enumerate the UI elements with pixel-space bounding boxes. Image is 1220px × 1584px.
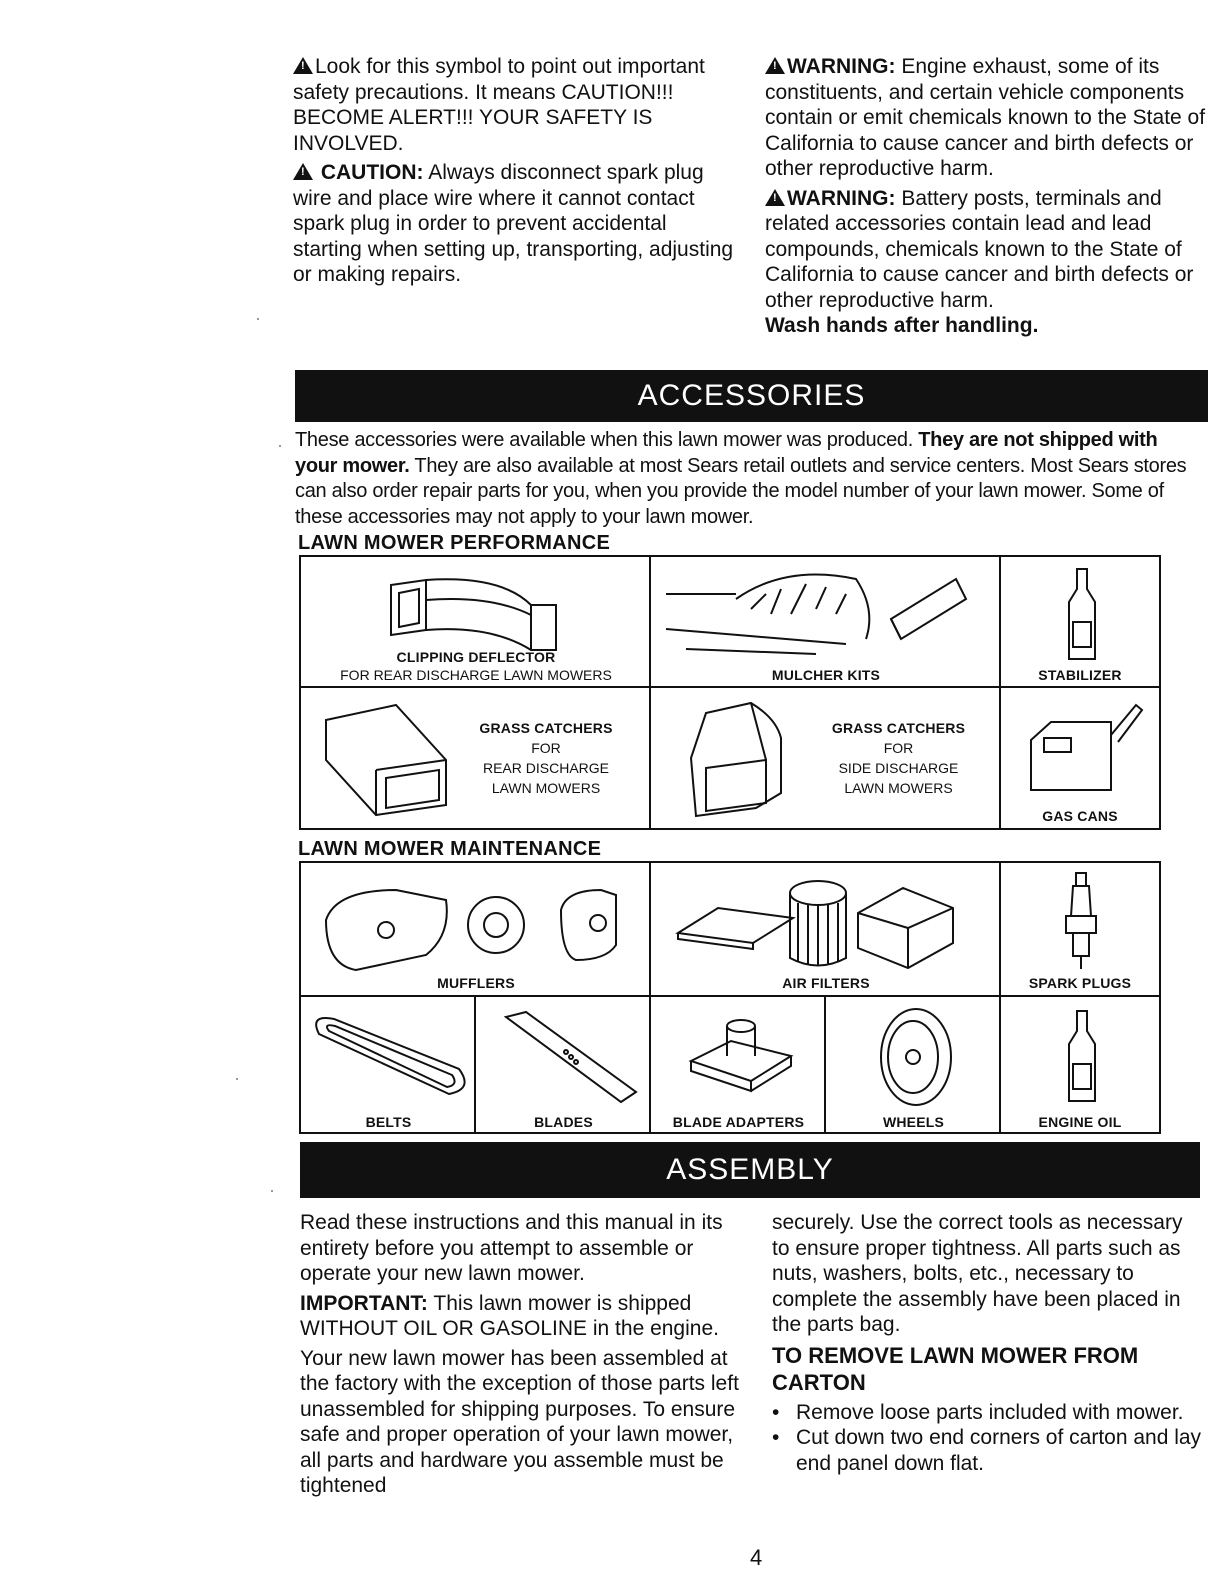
engine-oil-label: ENGINE OIL: [1038, 1114, 1122, 1130]
air-filters-illustration: [673, 873, 973, 973]
accessories-heading: ACCESSORIES: [295, 370, 1208, 422]
spark-plugs-label: SPARK PLUGS: [1028, 975, 1132, 991]
blade-adapter-illustration: [686, 1011, 796, 1106]
wheels-label: WHEELS: [882, 1114, 945, 1130]
scan-speck: [279, 445, 281, 447]
cell-mufflers: [301, 863, 651, 997]
remove-from-carton-heading: TO REMOVE LAWN MOWER FROM CARTON: [772, 1342, 1139, 1395]
spark-plug-illustration: [1061, 871, 1101, 971]
assembly-intro-paragraph: Read these instructions and this manual in its entirety before you attempt to assemble or operate your new lawn mower.: [300, 1211, 723, 1285]
gas-can-illustration: [1026, 700, 1146, 795]
cell-engine-oil: [1001, 997, 1159, 1132]
warning-triangle-icon: [765, 189, 785, 206]
stabilizer-bottle-illustration: [1065, 567, 1099, 662]
cell-mulcher-kits: [651, 557, 1001, 688]
scan-speck: [257, 318, 259, 320]
warning-exhaust-paragraph: !WARNING: Engine exhaust, some of its constituents, and certain vehicle components contain or emit chemicals known to the State of California to cause cancer and birth defects or other reproductive harm.: [765, 54, 1210, 182]
tighten-paragraph: securely. Use the correct tools as necessary to ensure proper tightness. All parts such as nuts, washers, bolts, etc., necessary to complete the assembly have been placed in the parts bag.: [772, 1211, 1183, 1336]
assembly-heading: ASSEMBLY: [300, 1142, 1200, 1198]
belt-illustration: [309, 1009, 469, 1104]
cell-wheels: [826, 997, 1001, 1132]
maintenance-grid: [299, 861, 1161, 1134]
cell-air-filters: [651, 863, 1001, 997]
cell-blades: [476, 997, 651, 1132]
grass-catchers-rear-type: REAR DISCHARGE: [482, 760, 610, 776]
assembly-left-column: [300, 1210, 750, 1503]
rear-grass-catcher-illustration: [321, 700, 471, 818]
mufflers-label: MUFFLERS: [437, 975, 515, 991]
safety-right-column: [765, 54, 1210, 343]
safety-left-column: [293, 54, 738, 292]
cell-gas-cans: [1001, 688, 1159, 828]
scan-speck: [236, 1078, 238, 1080]
air-filters-label: AIR FILTERS: [782, 975, 870, 991]
warning-label: WARNING:: [787, 55, 896, 78]
assembly-right-column: [772, 1210, 1202, 1476]
blades-label: BLADES: [534, 1114, 593, 1130]
clipping-deflector-label: CLIPPING DEFLECTOR: [396, 649, 556, 665]
accessories-intro: These accessories were available when this lawn mower was produced. They are not shipped with your mower. They are also available at most Sears retail outlets and service centers. Most Sears stores can also order repair parts for you, when you provide the model number of your lawn mower. Some of these accessories may not apply to your lawn mower.: [295, 429, 1187, 528]
wheel-illustration: [871, 1005, 961, 1110]
scan-speck: [271, 1190, 273, 1192]
warning-triangle-icon: [293, 57, 313, 74]
maintenance-section-label: LAWN MOWER MAINTENANCE: [298, 838, 602, 860]
page-number: 4: [750, 1545, 763, 1570]
warning-label: WARNING:: [787, 186, 896, 210]
caution-label: CAUTION:: [320, 161, 424, 184]
engine-oil-bottle-illustration: [1065, 1009, 1099, 1104]
warning-triangle-icon: [765, 57, 785, 74]
blade-illustration: [501, 1007, 641, 1107]
warning-triangle-icon: [293, 163, 313, 180]
grass-catchers-rear-for: FOR: [531, 740, 561, 756]
cell-clipping-deflector: [301, 557, 651, 688]
grass-catchers-rear-mowers: LAWN MOWERS: [491, 780, 601, 796]
clipping-deflector-illustration: [381, 575, 581, 655]
warning-battery-paragraph: !WARNING: Battery posts, terminals and related accessories contain lead and lead compounds, chemicals known to the State of California to cause cancer and birth defects or other reproductive harm.: [765, 186, 1210, 314]
factory-assembly-paragraph: Your new lawn mower has been assembled at the factory with the exception of those parts left unassembled for shipping purposes. To ensure safe and proper operation of your lawn mower, all parts and hardware you assemble must be tightened: [300, 1346, 739, 1497]
grass-catchers-side-for: FOR: [883, 740, 914, 756]
important-label: IMPORTANT:: [300, 1291, 428, 1315]
mulcher-kits-label: MULCHER KITS: [771, 667, 881, 683]
performance-grid: [299, 555, 1161, 830]
stabilizer-label: STABILIZER: [1038, 667, 1122, 683]
important-paragraph: IMPORTANT: This lawn mower is shipped WITHOUT OIL OR GASOLINE in the engine.: [300, 1291, 719, 1340]
gas-cans-label: GAS CANS: [1042, 808, 1118, 824]
remove-steps-list: [772, 1400, 1202, 1477]
safety-symbol-paragraph: !Look for this symbol to point out important safety precautions. It means CAUTION!!! BECOME ALERT!!! YOUR SAFETY IS INVOLVED.: [293, 54, 738, 156]
caution-text: Always disconnect spark plug wire and place wire where it cannot contact spark plug in order to prevent accidental starting when setting up, transporting, adjusting or making repairs.: [293, 161, 734, 286]
side-grass-catcher-illustration: [686, 698, 796, 820]
cell-blade-adapters: [651, 997, 826, 1132]
caution-paragraph: [293, 160, 738, 288]
cell-spark-plugs: [1001, 863, 1159, 997]
grass-catchers-rear-title: GRASS CATCHERS: [479, 720, 613, 736]
cell-belts: [301, 997, 476, 1132]
list-item: • Remove loose parts included with mower.: [772, 1400, 1184, 1424]
blade-adapters-label: BLADE ADAPTERS: [672, 1114, 805, 1130]
mufflers-illustration: [316, 875, 636, 975]
grass-catchers-side-title: GRASS CATCHERS: [831, 720, 966, 736]
clipping-deflector-sublabel: FOR REAR DISCHARGE LAWN MOWERS: [340, 667, 612, 683]
belts-label: BELTS: [365, 1114, 412, 1130]
mulcher-kit-illustration: [666, 569, 986, 659]
grass-catchers-side-type: SIDE DISCHARGE: [838, 760, 959, 776]
cell-grass-catcher-rear: [301, 688, 651, 828]
grass-catchers-side-mowers: LAWN MOWERS: [844, 780, 953, 796]
cell-grass-catcher-side: [651, 688, 1001, 828]
wash-hands-text: Wash hands after handling.: [765, 314, 1039, 337]
cell-stabilizer: [1001, 557, 1159, 688]
list-item: • Cut down two end corners of carton and lay end panel down flat.: [772, 1426, 1202, 1475]
performance-section-label: LAWN MOWER PERFORMANCE: [298, 532, 611, 554]
